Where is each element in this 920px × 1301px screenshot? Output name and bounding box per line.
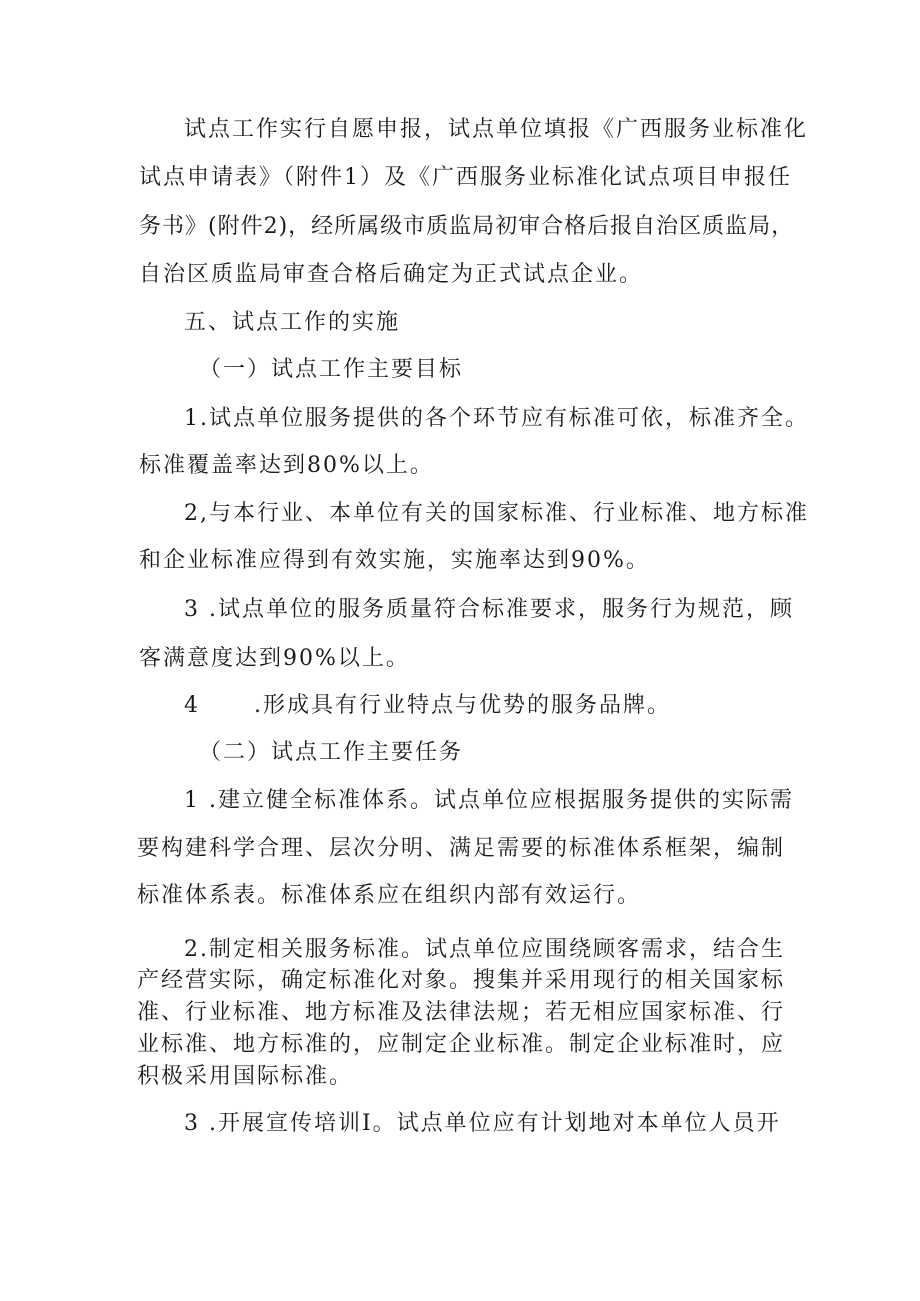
goal-3-line-1: 3 .试点单位的服务质量符合标准要求，服务行为规范，顾 <box>184 597 794 622</box>
subheading-main-goals: （一）试点工作主要目标 <box>199 357 464 382</box>
paragraph-application-line-3: 务书》(附件2)，经所属级市质监局初审合格后报自治区质监局， <box>139 214 795 239</box>
task-1-line-2: 要构建科学合理、层次分明、满足需要的标准体系框架，编制 <box>137 836 786 861</box>
task-1-line-3: 标准体系表。标准体系应在组织内部有效运行。 <box>137 883 642 908</box>
task-2-line-4: 业标准、地方标准的，应制定企业标准。制定企业标准时，应 <box>137 1032 786 1057</box>
task-2-line-3: 准、行业标准、地方标准及法律法规；若无相应国家标准、行 <box>137 1000 786 1025</box>
goal-4-line-1: 4 .形成具有行业特点与优势的服务品牌。 <box>184 693 671 718</box>
task-2-line-2: 产经营实际，确定标准化对象。搜集并采用现行的相关国家标 <box>137 968 786 993</box>
goal-1-line-2: 标准覆盖率达到80%以上。 <box>139 453 434 478</box>
paragraph-application-line-2: 试点申请表》（附件1）及《广西服务业标准化试点项目申报任 <box>139 165 792 190</box>
goal-3-line-2: 客满意度达到90%以上。 <box>139 646 410 671</box>
task-2-line-1: 2.制定相关服务标准。试点单位应围绕顾客需求，结合生 <box>184 937 785 962</box>
section-heading-implementation: 五、试点工作的实施 <box>184 310 401 335</box>
goal-2-line-2: 和企业标准应得到有效实施，实施率达到90%。 <box>139 548 650 573</box>
task-2-line-5: 积极采用国际标准。 <box>137 1064 354 1089</box>
goal-1-line-1: 1.试点单位服务提供的各个环节应有标准可依，标准齐全。 <box>184 406 809 431</box>
paragraph-application-line-1: 试点工作实行自愿申报，试点单位填报《广西服务业标准化 <box>184 117 809 142</box>
task-1-line-1: 1 .建立健全标准体系。试点单位应根据服务提供的实际需 <box>184 788 794 813</box>
task-3-line-1: 3 .开展宣传培训I。试点单位应有计划地对本单位人员开 <box>184 1111 781 1136</box>
goal-2-line-1: 2,与本行业、本单位有关的国家标准、行业标准、地方标准 <box>184 501 809 526</box>
paragraph-application-line-4: 自治区质监局审查合格后确定为正式试点企业。 <box>139 262 644 287</box>
subheading-main-tasks: （二）试点工作主要任务 <box>199 740 464 765</box>
